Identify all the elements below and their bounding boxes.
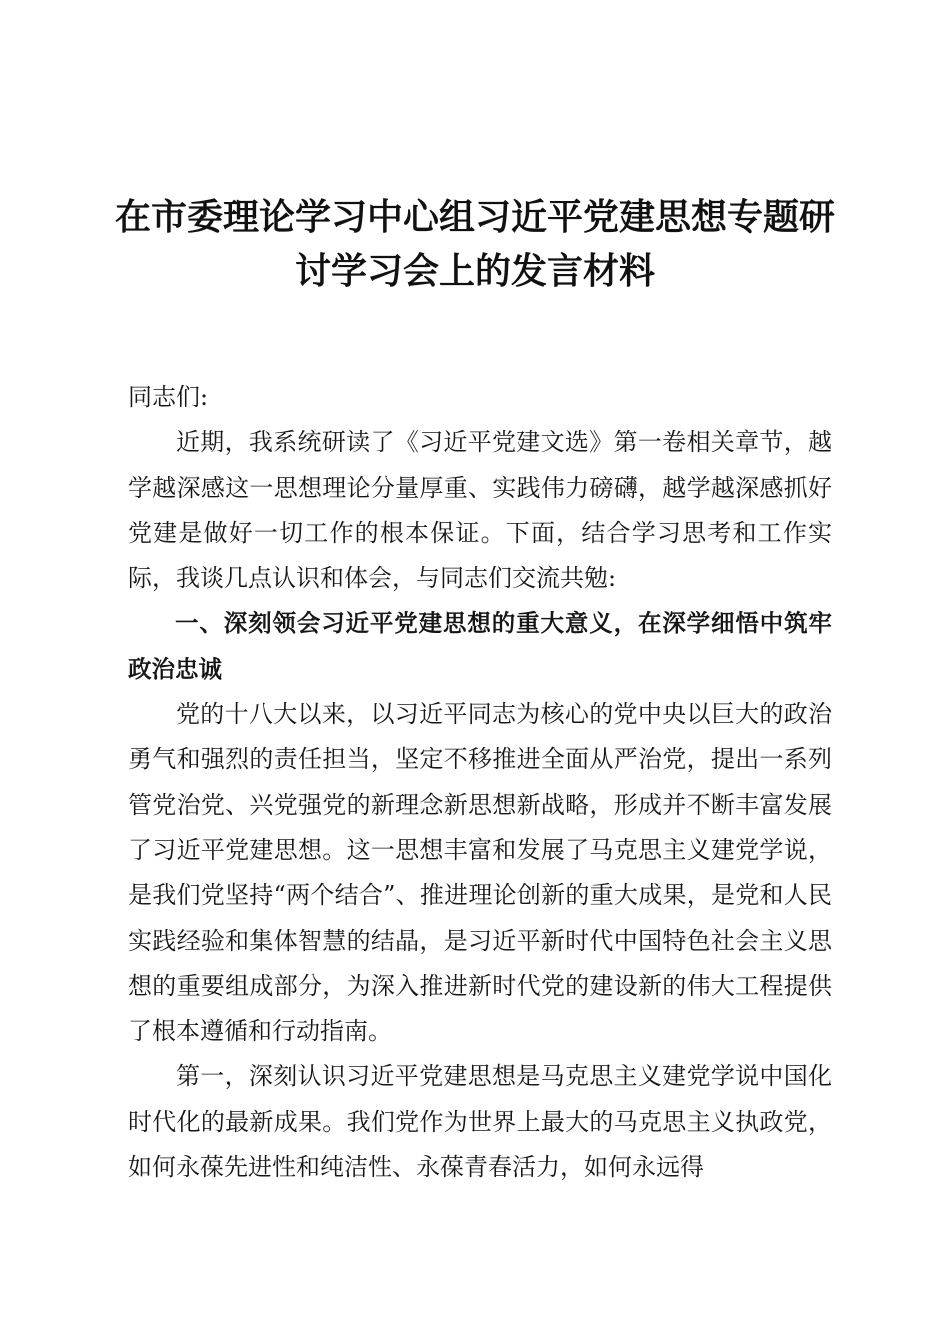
title-line-1: 在市委理论学习中心组习近平党建思想专题研: [114, 196, 835, 238]
body-paragraph-2: 第一，深刻认识习近平党建思想是马克思主义建党学说中国化时代化的最新成果。我们党作为世界上最大的马克思主义执政党，如何永葆先进性和纯洁性、永葆青春活力，如何永远得: [128, 1062, 832, 1182]
document-body: [128, 375, 832, 1190]
document-title: [100, 190, 850, 298]
salutation: 同志们:: [128, 383, 209, 411]
section-heading-1: 一、深刻领会习近平党建思想的重大意义，在深学细悟中筑牢政治忠诚: [128, 609, 832, 683]
title-line-2: 讨学习会上的发言材料: [294, 250, 655, 292]
body-paragraph-1: 党的十八大以来，以习近平同志为核心的党中央以巨大的政治勇气和强烈的责任担当，坚定不移推进全面从严治党，提出一系列管党治党、兴党强党的新理念新思想新战略，形成并不断丰富发展了习近平党建思想。这一思想丰富和发展了马克思主义建党学说，是我们党坚持“两个结合”、推进理论创新的重大成果，是党和人民实践经验和集体智慧的结晶，是习近平新时代中国特色社会主义思想的重要组成部分，为深入推进新时代党的建设新的伟大工程提供了根本遵循和行动指南。: [128, 700, 832, 1046]
intro-paragraph: 近期，我系统研读了《习近平党建文选》第一卷相关章节，越学越深感这一思想理论分量厚重、实践伟力磅礴，越学越深感抓好党建是做好一切工作的根本保证。下面，结合学习思考和工作实际，我谈几点认识和体会，与同志们交流共勉:: [128, 428, 832, 593]
